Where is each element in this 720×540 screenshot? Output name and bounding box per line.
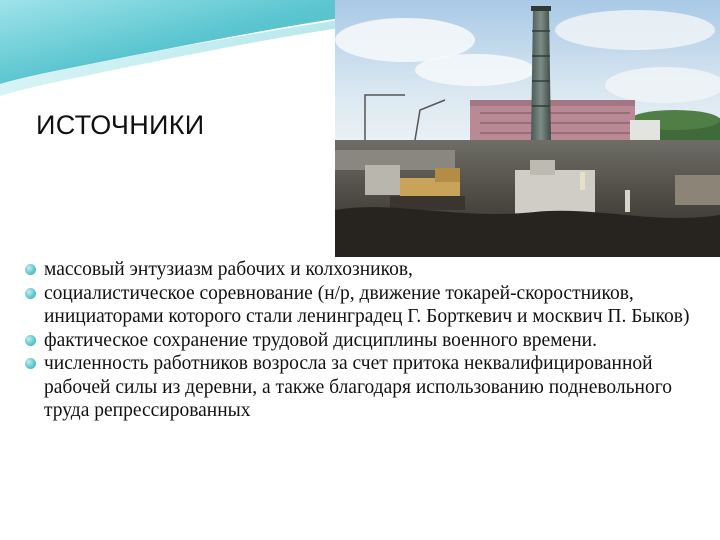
bullet-list bbox=[24, 258, 694, 423]
bullet-dot-icon bbox=[25, 335, 36, 346]
bullet-dot-icon bbox=[25, 358, 36, 369]
bullet-item bbox=[24, 282, 694, 329]
bullet-text: социалистическое соревнование (н/р, движение токарей-скоростников, инициаторами которого стали ленинградец Г. Борткевич и москвич П. Быков) bbox=[44, 282, 690, 327]
bullet-dot-icon bbox=[25, 264, 36, 275]
bullet-dot-icon bbox=[25, 288, 36, 299]
construction-site-photo bbox=[335, 0, 720, 257]
bullet-text: массовый энтузиазм рабочих и колхозников, bbox=[44, 259, 413, 280]
slide-title: ИСТОЧНИКИ bbox=[36, 110, 205, 140]
bullet-text: численность работников возросла за счет притока неквалифицированной рабочей силы из деревни, а также благодаря использованию подневольного труда репрессированных bbox=[44, 353, 672, 421]
bullet-text: фактическое сохранение трудовой дисциплины военного времени. bbox=[44, 329, 597, 351]
bullet-item bbox=[24, 258, 694, 282]
bullet-item bbox=[24, 352, 694, 423]
bullet-item bbox=[24, 329, 694, 353]
